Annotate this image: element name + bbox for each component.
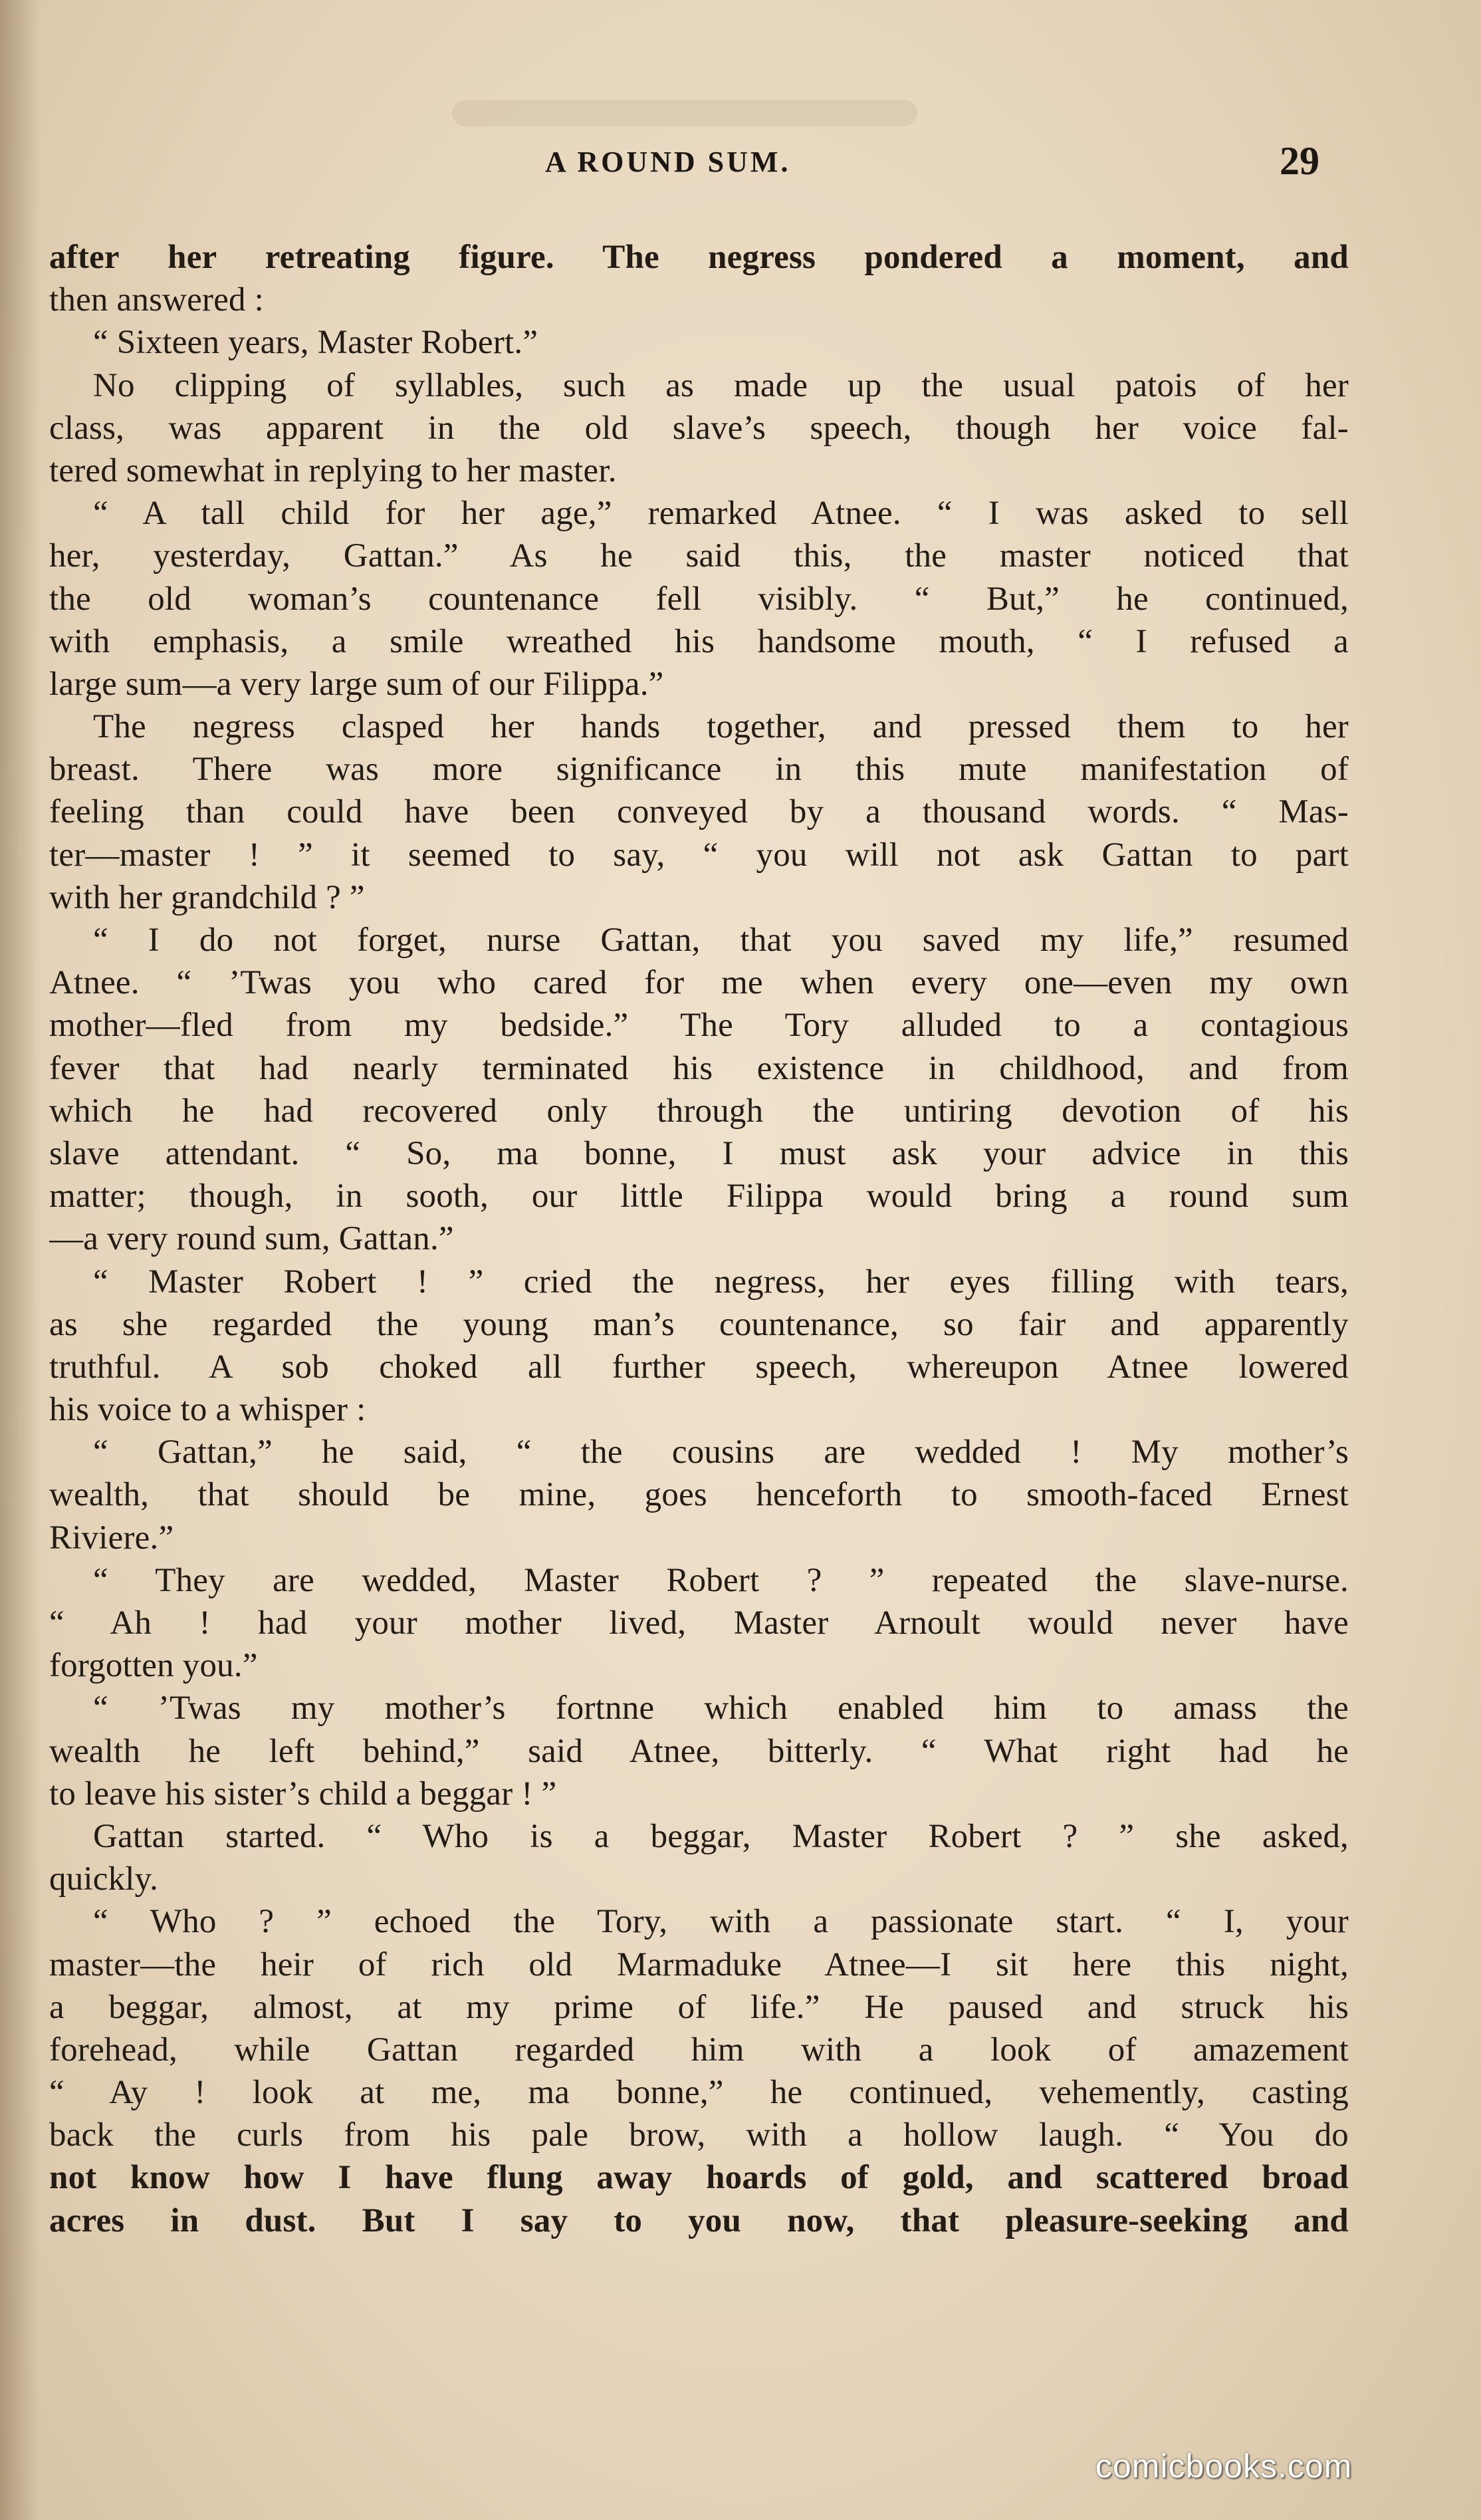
text-line: “ Ay ! look at me, ma bonne,” he continued, vehemently, casting xyxy=(49,2074,1349,2112)
text-line: ter—master ! ” it seemed to say, “ you will not ask Gattan to part xyxy=(49,836,1349,874)
text-line: tered somewhat in replying to her master. xyxy=(49,451,617,489)
text-line: breast. There was more significance in this mute manifestation of xyxy=(49,751,1349,789)
text-line: No clipping of syllables, such as made up the usual patois of her xyxy=(93,366,1349,404)
text-line: matter; though, in sooth, our little Filippa would bring a round sum xyxy=(49,1178,1349,1215)
text-line: “ Gattan,” he said, “ the cousins are wedded ! My mother’s xyxy=(93,1434,1349,1471)
text-line: “ ’Twas my mother’s fortnne which enabled him to amass the xyxy=(93,1690,1349,1727)
text-line: wealth, that should be mine, goes henceforth to smooth-faced Ernest xyxy=(49,1476,1349,1514)
text-line: Atnee. “ ’Twas you who cared for me when every one—even my own xyxy=(49,964,1349,1002)
text-line: —a very round sum, Gattan.” xyxy=(49,1220,454,1258)
text-line: feeling than could have been conveyed by a thousand words. “ Mas- xyxy=(49,793,1349,831)
text-line: truthful. A sob choked all further speech, whereupon Atnee lowered xyxy=(49,1348,1349,1386)
text-line: large sum—a very large sum of our Filippa.” xyxy=(49,665,664,703)
text-line: with her grandchild ? ” xyxy=(49,878,365,916)
text-line: “ They are wedded, Master Robert ? ” repeated the slave-nurse. xyxy=(93,1561,1349,1599)
page-header xyxy=(0,138,1481,191)
bleed-through-shadow xyxy=(452,100,917,126)
spine-shadow xyxy=(0,0,40,2520)
text-line: “ Master Robert ! ” cried the negress, her eyes filling with tears, xyxy=(93,1263,1349,1301)
text-line: after her retreating figure. The negress pondered a moment, and xyxy=(49,239,1349,276)
text-line: class, was apparent in the old slave’s speech, though her voice fal- xyxy=(49,409,1349,447)
running-head: A ROUND SUM. xyxy=(545,146,791,178)
text-line: which he had recovered only through the untiring devotion of his xyxy=(49,1092,1349,1130)
text-line: mother—fled from my bedside.” The Tory alluded to a contagious xyxy=(49,1007,1349,1045)
text-line: Gattan started. “ Who is a beggar, Master Robert ? ” she asked, xyxy=(93,1817,1349,1855)
text-line: slave attendant. “ So, ma bonne, I must ask your advice in this xyxy=(49,1134,1349,1172)
text-line: wealth he left behind,” said Atnee, bitterly. “ What right had he xyxy=(49,1732,1349,1770)
text-line: acres in dust. But I say to you now, that pleasure-seeking and xyxy=(49,2202,1349,2239)
text-line: a beggar, almost, at my prime of life.” He paused and struck his xyxy=(49,1988,1349,2026)
text-line: The negress clasped her hands together, and pressed them to her xyxy=(93,708,1349,746)
text-line: her, yesterday, Gattan.” As he said this, the master noticed that xyxy=(49,537,1349,575)
watermark: comicbooks.com xyxy=(1095,2448,1353,2485)
text-line: “ Sixteen years, Master Robert.” xyxy=(93,324,538,362)
text-line: “ Ah ! had your mother lived, Master Arnoult would never have xyxy=(49,1604,1349,1642)
text-line: forehead, while Gattan regarded him with a look of amazement xyxy=(49,2031,1349,2069)
text-line: to leave his sister’s child a beggar ! ” xyxy=(49,1775,557,1813)
text-line: “ A tall child for her age,” remarked Atnee. “ I was asked to sell xyxy=(93,495,1349,533)
text-line: Riviere.” xyxy=(49,1519,174,1557)
text-line: master—the heir of rich old Marmaduke Atnee—I sit here this night, xyxy=(49,1946,1349,1983)
text-line: not know how I have flung away hoards of gold, and scattered broad xyxy=(49,2159,1349,2197)
text-line: as she regarded the young man’s countenance, so fair and apparently xyxy=(49,1305,1349,1343)
text-line: his voice to a whisper : xyxy=(49,1391,366,1429)
text-line: back the curls from his pale brow, with a hollow laugh. “ You do xyxy=(49,2116,1349,2154)
text-line: with emphasis, a smile wreathed his handsome mouth, “ I refused a xyxy=(49,622,1349,660)
text-line: then answered : xyxy=(49,281,265,319)
page-number: 29 xyxy=(1280,139,1319,183)
text-line: fever that had nearly terminated his existence in childhood, and from xyxy=(49,1049,1349,1087)
body-text xyxy=(49,236,1349,2242)
text-line: forgotten you.” xyxy=(49,1647,258,1685)
text-line: “ I do not forget, nurse Gattan, that you saved my life,” resumed xyxy=(93,922,1349,959)
text-line: quickly. xyxy=(49,1860,159,1898)
text-line: “ Who ? ” echoed the Tory, with a passionate start. “ I, your xyxy=(93,1903,1349,1941)
text-line: the old woman’s countenance fell visibly. “ But,” he continued, xyxy=(49,580,1349,618)
